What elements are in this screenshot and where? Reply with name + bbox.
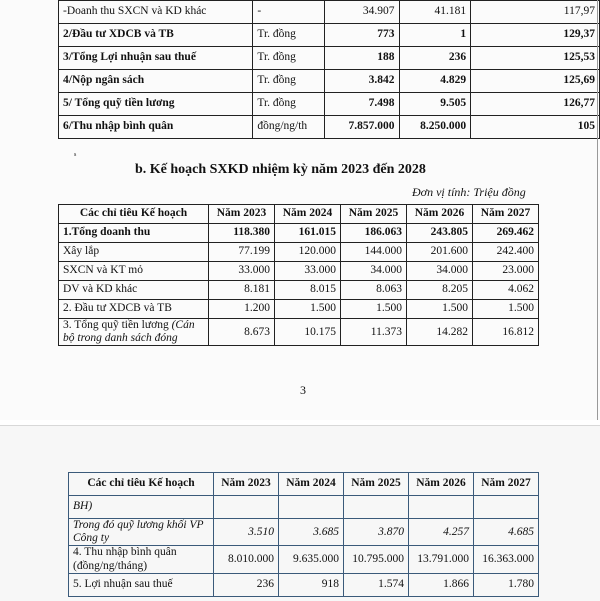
- column-header: Năm 2027: [473, 205, 539, 224]
- row-label-text: SXCN và KT mỏ: [63, 264, 143, 277]
- row-value: 4.062: [473, 281, 539, 300]
- row-value-prev: 7.857.000: [325, 116, 400, 139]
- row-value: 10.795.000: [344, 546, 409, 573]
- row-value: [214, 496, 279, 519]
- row-value: 9.635.000: [279, 546, 344, 573]
- row-value: 13.791.000: [409, 546, 474, 573]
- row-value-curr: 1: [399, 24, 471, 47]
- row-unit: Tr. đồng: [253, 93, 325, 116]
- row-unit: Tr. đồng: [253, 24, 325, 47]
- row-value: 16.363.000: [474, 546, 539, 573]
- row-value: 243.805: [407, 224, 473, 243]
- row-value: 3.685: [279, 519, 344, 546]
- row-value: 23.000: [473, 262, 539, 281]
- row-value: 34.000: [341, 262, 407, 281]
- row-value: 8.015: [275, 281, 341, 300]
- row-label-text: 3. Tổng quỹ tiền lương: [63, 319, 172, 331]
- row-value: 161.015: [275, 224, 341, 243]
- row-percent: 125,69: [471, 70, 600, 93]
- row-label: 3/Tổng Lợi nhuận sau thuế: [59, 47, 253, 70]
- row-value: 33.000: [209, 262, 275, 281]
- table-row: [69, 546, 539, 573]
- plan-heading: b. Kế hoạch SXKD nhiệm kỳ năm 2023 đến 2028: [135, 162, 426, 177]
- row-percent: 126,77: [471, 93, 600, 116]
- row-unit: đồng/ng/th: [253, 116, 325, 139]
- row-value: 242.400: [473, 243, 539, 262]
- table-row: [59, 70, 600, 93]
- row-value: 16.812: [473, 319, 539, 346]
- row-value: [279, 496, 344, 519]
- row-value: 120.000: [275, 243, 341, 262]
- row-percent: 129,37: [471, 24, 600, 47]
- table-row: [59, 24, 600, 47]
- row-value-prev: 34.907: [325, 1, 400, 24]
- row-label: Trong đó quỹ lương khối VP Công ty: [69, 519, 214, 546]
- column-header: Năm 2024: [275, 205, 341, 224]
- row-label: 4. Thu nhập bình quân (đồng/ng/tháng): [69, 546, 214, 573]
- row-value: 918: [279, 573, 344, 596]
- row-label: [59, 281, 209, 300]
- row-label-text: 1.Tổng doanh thu: [63, 226, 151, 239]
- row-value: 8.205: [407, 281, 473, 300]
- row-value: 34.000: [407, 262, 473, 281]
- row-percent: 105: [471, 116, 600, 139]
- row-value-curr: 41.181: [399, 1, 471, 24]
- row-value-curr: 8.250.000: [399, 116, 471, 139]
- row-value: 1.500: [275, 300, 341, 319]
- row-label-text: DV và KD khác: [63, 283, 138, 296]
- column-header: Năm 2025: [341, 205, 407, 224]
- row-label: -Doanh thu SXCN và KD khác: [59, 1, 253, 24]
- table-row: [69, 519, 539, 546]
- page-edge: [597, 0, 598, 420]
- results-table: [58, 0, 600, 139]
- column-header: Năm 2027: [474, 473, 539, 496]
- row-label: 4/Nộp ngân sách: [59, 70, 253, 93]
- table-row: [59, 281, 539, 300]
- row-value: 33.000: [275, 262, 341, 281]
- row-value: 77.199: [209, 243, 275, 262]
- table-row: [69, 496, 539, 519]
- row-value: 1.200: [209, 300, 275, 319]
- row-label: BH): [69, 496, 214, 519]
- row-value-prev: 188: [325, 47, 400, 70]
- table-row: [59, 224, 539, 243]
- row-label-text: 2. Đầu tư XDCB và TB: [63, 302, 172, 315]
- page-number: 3: [300, 383, 306, 397]
- footnote-mark: s: [74, 152, 77, 158]
- column-header: Năm 2024: [279, 473, 344, 496]
- row-value: 14.282: [407, 319, 473, 346]
- column-header: Năm 2023: [214, 473, 279, 496]
- row-percent: 117,97: [471, 1, 600, 24]
- row-value: 4.685: [474, 519, 539, 546]
- table-row: [59, 262, 539, 281]
- row-value: [344, 496, 409, 519]
- row-value: 1.866: [409, 573, 474, 596]
- row-label: [59, 319, 209, 346]
- row-value: 3.510: [214, 519, 279, 546]
- row-value: 8.673: [209, 319, 275, 346]
- document-page-4: [0, 425, 600, 601]
- row-value-curr: 9.505: [399, 93, 471, 116]
- column-header: Năm 2023: [209, 205, 275, 224]
- row-label: 5. Lợi nhuận sau thuế: [69, 573, 214, 596]
- table-row: [59, 1, 600, 24]
- plan-table-header: [59, 205, 539, 224]
- row-value: [409, 496, 474, 519]
- row-value: 1.500: [407, 300, 473, 319]
- plan-table: [58, 204, 539, 346]
- row-value: 1.500: [341, 300, 407, 319]
- row-label-text: Xây lắp: [63, 245, 100, 258]
- row-label: 6/Thu nhập bình quân: [59, 116, 253, 139]
- row-label: 5/ Tổng quỹ tiền lương: [59, 93, 253, 116]
- plan-table-continued-header: [69, 473, 539, 496]
- row-value: 10.175: [275, 319, 341, 346]
- row-value: 8.010.000: [214, 546, 279, 573]
- table-row: [59, 47, 600, 70]
- column-header: Năm 2025: [344, 473, 409, 496]
- column-header: Các chỉ tiêu Kế hoạch: [59, 205, 209, 224]
- row-label: [59, 262, 209, 281]
- row-value: 8.181: [209, 281, 275, 300]
- row-value: 144.000: [341, 243, 407, 262]
- row-label: 2/Đầu tư XDCB và TB: [59, 24, 253, 47]
- row-value: 1.500: [473, 300, 539, 319]
- row-label: [59, 243, 209, 262]
- row-value-prev: 7.498: [325, 93, 400, 116]
- row-label-italic: (Cán bộ trong danh sách đóng: [63, 319, 195, 345]
- table-row: [59, 116, 600, 139]
- row-value-curr: 236: [399, 47, 471, 70]
- row-value: 1.780: [474, 573, 539, 596]
- row-value: [474, 496, 539, 519]
- row-value: 8.063: [341, 281, 407, 300]
- row-value: 269.462: [473, 224, 539, 243]
- row-value-curr: 4.829: [399, 70, 471, 93]
- table-row: [69, 573, 539, 596]
- row-unit: Tr. đồng: [253, 47, 325, 70]
- row-percent: 125,53: [471, 47, 600, 70]
- row-value: 201.600: [407, 243, 473, 262]
- row-value-prev: 773: [325, 24, 400, 47]
- column-header: Năm 2026: [409, 473, 474, 496]
- row-value: 1.574: [344, 573, 409, 596]
- row-value: 4.257: [409, 519, 474, 546]
- row-label: [59, 224, 209, 243]
- plan-table-continued: [68, 472, 539, 597]
- column-header: Các chỉ tiêu Kế hoạch: [69, 473, 214, 496]
- row-unit: -: [253, 1, 325, 24]
- row-label: [59, 300, 209, 319]
- row-value: 118.380: [209, 224, 275, 243]
- row-value: 3.870: [344, 519, 409, 546]
- table-row: [59, 93, 600, 116]
- unit-note: Đơn vị tính: Triệu đồng: [412, 185, 526, 199]
- row-value: 11.373: [341, 319, 407, 346]
- row-value-prev: 3.842: [325, 70, 400, 93]
- row-value: 186.063: [341, 224, 407, 243]
- table-row: [59, 243, 539, 262]
- row-unit: Tr. đồng: [253, 70, 325, 93]
- row-value: 236: [214, 573, 279, 596]
- column-header: Năm 2026: [407, 205, 473, 224]
- table-row: [59, 300, 539, 319]
- table-row: [59, 319, 539, 346]
